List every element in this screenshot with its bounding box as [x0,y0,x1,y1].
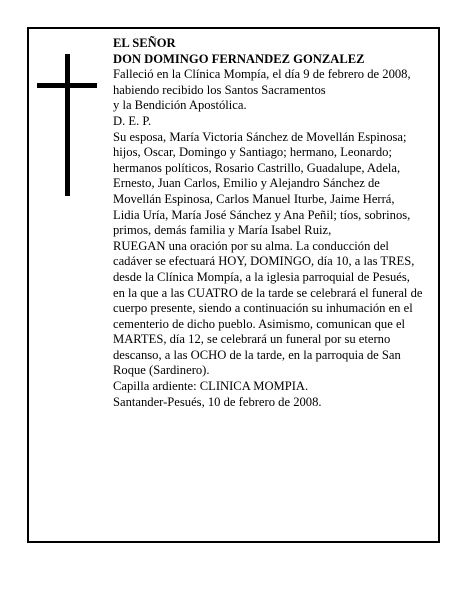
family-list: Su esposa, María Victoria Sánchez de Movellán Espinosa; hijos, Oscar, Domingo y Santiago; hermano, Leonardo; hermanos políticos, Rosario Castrillo, Guadalupe, Adela, Ernesto, Juan Carlos, Emilio y Alejandro Sánchez de Movellán Espinosa, Carlos Manuel Iturbe, Jaime Herrá, Lidia Uría, María José Sánchez y Ana Peñil; tíos, sobrinos, primos, demás familia y María Isabel Ruiz, [113,129,411,238]
place-date-line: Santander-Pesués, 10 de febrero de 2008. [113,394,322,409]
notice-title: EL SEÑOR [113,36,176,50]
sacraments-line: habiendo recibido los Santos Sacramentos [113,82,326,97]
deceased-name: DON DOMINGO FERNANDEZ GONZALEZ [113,51,365,66]
cross-vertical-bar [65,54,70,196]
cross-horizontal-bar [37,83,97,88]
funeral-details: RUEGAN una oración por su alma. La conducción del cadáver se efectuará HOY, DOMINGO, día 10, a las TRES, desde la Clínica Mompía, a la iglesia parroquial de Pesués, en la que a las CUATRO de la tarde se celebrará el funeral de cuerpo presente, siendo a continuación su inhumación en el cementerio de dicho pueblo. Asimismo, comunican que el MARTES, día 12, se celebrará un funeral por su eterno descanso, a las OCHO de la tarde, en la parroquia de San Roque (Sardinero). [113,238,423,378]
rip-line: D. E. P. [113,113,152,128]
chapel-line: Capilla ardiente: CLINICA MOMPIA. [113,379,309,394]
obituary-text [113,36,423,410]
blessing-line: y la Bendición Apostólica. [113,98,247,113]
cross-icon [37,54,97,196]
death-statement: Falleció en la Clínica Mompía, el día 9 de febrero de 2008, [113,67,411,82]
